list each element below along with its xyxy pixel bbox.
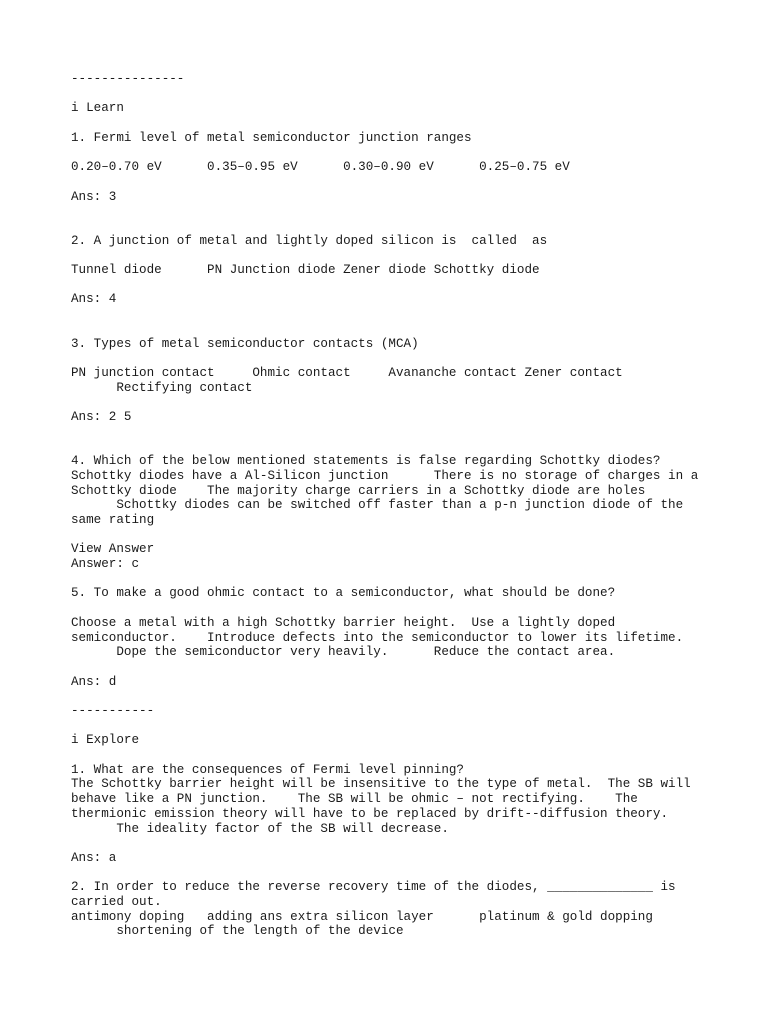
explore-q1-answer: Ans: a bbox=[71, 850, 117, 865]
learn-q2-answer: Ans: 4 bbox=[71, 292, 117, 307]
view-answer-link: View Answer bbox=[71, 542, 155, 557]
learn-q5-question: 5. To make a good ohmic contact to a semiconductor, what should be done? bbox=[71, 586, 616, 601]
explore-q1-options-line3: thermionic emission theory will have to be replaced by drift--diffusion theory. bbox=[71, 806, 669, 821]
learn-q4-question: 4. Which of the below mentioned statements is false regarding Schottky diodes? bbox=[71, 454, 661, 469]
learn-q1-options: 0.20–0.70 eV 0.35–0.95 eV 0.30–0.90 eV 0.25–0.75 eV bbox=[71, 160, 570, 175]
learn-q1-question: 1. Fermi level of metal semiconductor junction ranges bbox=[71, 130, 472, 145]
section-heading-learn: i Learn bbox=[71, 101, 124, 116]
learn-q5-options-line1: Choose a metal with a high Schottky barrier height. Use a lightly doped bbox=[71, 615, 616, 630]
document-page bbox=[71, 72, 701, 939]
learn-q4-options-line1: Schottky diodes have a Al-Silicon junction There is no storage of charges in a bbox=[71, 468, 699, 483]
learn-q5-options-line3: Dope the semiconductor very heavily. Reduce the contact area. bbox=[71, 645, 616, 660]
explore-q2-options-line1: antimony doping adding ans extra silicon layer platinum & gold dopping bbox=[71, 909, 653, 924]
learn-q4-options-line4: same rating bbox=[71, 512, 155, 527]
explore-q2-options-line2: shortening of the length of the device bbox=[71, 924, 404, 939]
learn-q3-options-line2: Rectifying contact bbox=[71, 380, 253, 395]
learn-q2-options: Tunnel diode PN Junction diode Zener diode Schottky diode bbox=[71, 263, 540, 278]
learn-q4-options-line2: Schottky diode The majority charge carriers in a Schottky diode are holes bbox=[71, 483, 646, 498]
explore-q2-question-line2: carried out. bbox=[71, 895, 162, 910]
learn-q3-question: 3. Types of metal semiconductor contacts (MCA) bbox=[71, 336, 419, 351]
explore-q1-options-line1: The Schottky barrier height will be insensitive to the type of metal. The SB will bbox=[71, 777, 691, 792]
learn-q5-answer: Ans: d bbox=[71, 674, 117, 689]
explore-q1-options-line4: The ideality factor of the SB will decrease. bbox=[71, 821, 449, 836]
explore-q1-options-line2: behave like a PN junction. The SB will be ohmic – not rectifying. The bbox=[71, 792, 638, 807]
learn-q2-question: 2. A junction of metal and lightly doped silicon is called as bbox=[71, 233, 548, 248]
section-rule-explore: ----------- bbox=[71, 703, 155, 718]
learn-q5-options-line2: semiconductor. Introduce defects into the semiconductor to lower its lifetime. bbox=[71, 630, 684, 645]
learn-q4-options-line3: Schottky diodes can be switched off faster than a p-n junction diode of the bbox=[71, 498, 684, 513]
section-rule-learn: --------------- bbox=[71, 72, 185, 86]
explore-q2-question-line1: 2. In order to reduce the reverse recovery time of the diodes, ______________ is bbox=[71, 880, 676, 895]
section-heading-explore: i Explore bbox=[71, 733, 140, 748]
learn-q3-answer: Ans: 2 5 bbox=[71, 410, 132, 425]
explore-q1-question: 1. What are the consequences of Fermi level pinning? bbox=[71, 762, 464, 777]
learn-q3-options-line1: PN junction contact Ohmic contact Avananche contact Zener contact bbox=[71, 365, 623, 380]
learn-q4-answer: Answer: c bbox=[71, 557, 140, 572]
learn-q1-answer: Ans: 3 bbox=[71, 189, 117, 204]
